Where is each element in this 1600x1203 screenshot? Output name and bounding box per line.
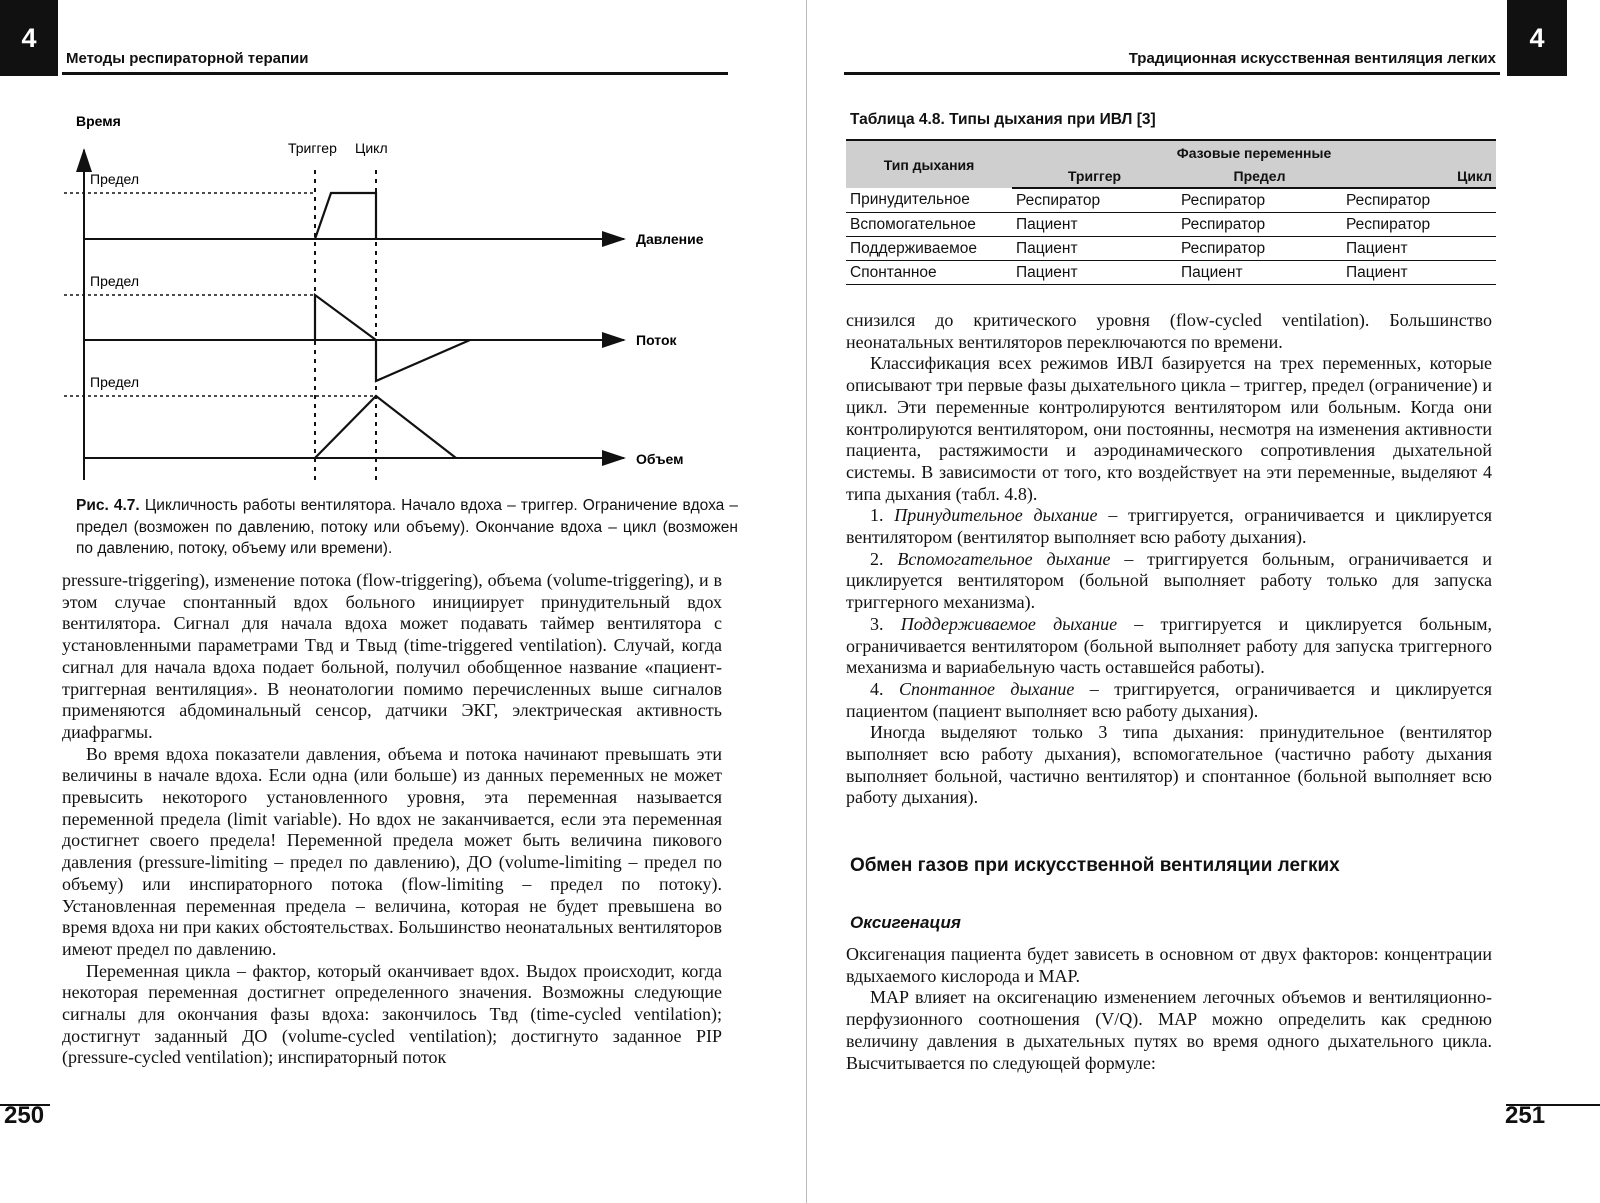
list-term: Спонтанное дыхание (898, 678, 1075, 699)
column-header: Триггер (1012, 164, 1177, 188)
list-number: 3. (870, 613, 901, 634)
list-item (846, 614, 1492, 679)
book-spine (806, 0, 807, 1203)
list-text: – триггируется, ограничивается и циклируется вентилятором (вентилятор выполняет всю работу дыхания). (846, 505, 1493, 548)
paragraph: Переменная цикла – фактор, который оканчивает вдох. Выдох происходит, когда некоторая переменная достигнет определенного значения. Возможны следующие сигналы для окончания фазы вдоха: закончилось Tвд (time-cycled ventilation); достигнут заданный ДО (volume-cycled ventilation); достигнуто заданное PIP (pressure-cycled ventilation); инспираторный поток (62, 960, 722, 1068)
list-number: 2. (870, 548, 898, 569)
cycle-label: Цикл (355, 140, 388, 156)
list-item (846, 679, 1492, 722)
table-cell: Респиратор (1342, 213, 1496, 237)
volume-waveform (315, 396, 456, 458)
flow-label: Поток (636, 332, 677, 348)
table-cell: Пациент (1012, 237, 1177, 261)
left-body-text (62, 570, 722, 1069)
caption-label: Рис. 4.7. (76, 497, 140, 514)
section-heading: Обмен газов при искусственной вентиляции легких (850, 855, 1340, 876)
page-number: 251 (1505, 1102, 1546, 1129)
ventilation-cycle-diagram (58, 108, 758, 493)
paragraph: Иногда выделяют только 3 типа дыхания: принудительное (вентилятор выполняет всю работу дыхания), вспомогательное (частично работу дыхания выполняет больной, частично вентилятор) и спонтанное (больной выполняет всю работу дыхания). (846, 722, 1492, 808)
table-cell: Респиратор (1342, 188, 1496, 213)
list-term: Принудительное дыхание (894, 505, 1098, 526)
running-head: Традиционная искусственная вентиляция легких (1128, 50, 1496, 67)
table-cell: Пациент (1012, 261, 1177, 285)
running-head: Методы респираторной терапии (66, 50, 309, 67)
table-cell: Поддерживаемое (846, 237, 1012, 261)
paragraph: MAP влияет на оксигенацию изменением легочных объемов и вентиляционно-перфузионного соотношения (V/Q). MAP можно определить как среднюю величину давления в дыхательных путях во время одного дыхательного цикла. Высчитывается по следующей формуле: (846, 987, 1492, 1073)
table-cell: Пациент (1342, 261, 1496, 285)
table-row (846, 237, 1496, 261)
chapter-number-box (1507, 0, 1567, 76)
table-row (846, 213, 1496, 237)
paragraph: Классификация всех режимов ИВЛ базируется на трех переменных, которые описывают три первые фазы дыхательного цикла – триггер, предел (ограничение) и цикл. Эти переменные контролируются вентилятором или больным. Когда они контролируются вентилятором, они постоянны, несмотря на изменения активности пациента, растяжимости и аэродинамического сопротивления дыхательной системы. В зависимости от того, кто воздействует на эти переменные, выделяют 4 типа дыхания (табл. 4.8). (846, 353, 1492, 504)
list-text: – триггируется и циклируется больным, ограничивается вентилятором (больной выполняет работу для запуска триггерного механизма и вариабельную часть оставшейся работы). (846, 613, 1493, 678)
figure-caption (76, 495, 738, 560)
table-cell: Респиратор (1177, 213, 1342, 237)
limit-label-volume: Предел (90, 374, 139, 390)
caption-text: Цикличность работы вентилятора. Начало вдоха – триггер. Ограничение вдоха – предел (возможен по давлению, потоку или объему). Окончание вдоха – цикл (возможен по давлению, потоку, объему или времени). (76, 497, 738, 557)
breathing-types-table (846, 139, 1496, 285)
paragraph: снизился до критического уровня (flow-cycled ventilation). Большинство неонатальных вентиляторов переключаются по времени. (846, 310, 1492, 352)
paragraph: Оксигенация пациента будет зависеть в основном от двух факторов: концентрации вдыхаемого кислорода и MAP. (846, 944, 1492, 986)
paragraph: pressure-triggering), изменение потока (flow-triggering), объема (volume-triggering), и в этом случае спонтанный вдох больного инициирует принудительный вдох вентилятора. Сигнал для начала вдоха может подавать таймер вентилятора с установленными параметрами Tвд и Tвыд (time-triggered ventilation). Случай, когда сигнал для начала вдоха подает больной, получил обобщенное название «пациент-триггерная вентиляция». В неонатологии помимо перечисленных выше сигналов применяются абдоминальный сенсор, датчики ЭКГ, электрическая активность диафрагмы. (62, 570, 722, 742)
y-axis-label: Время (76, 113, 121, 129)
list-term: Вспомогательное дыхание (897, 548, 1111, 569)
list-text: – триггируется, ограничивается и циклируется пациентом (пациент выполняет всю работу дыхания). (846, 678, 1492, 721)
table-cell: Принудительное (846, 188, 1012, 213)
oxygenation-text (846, 944, 1492, 1074)
table-row (846, 188, 1496, 213)
table-cell: Респиратор (1012, 188, 1177, 213)
list-number: 1. (870, 505, 895, 526)
volume-label: Объем (636, 451, 684, 467)
list-item (846, 549, 1492, 614)
table-cell: Респиратор (1177, 237, 1342, 261)
limit-label-flow: Предел (90, 273, 139, 289)
right-body-text (846, 310, 1492, 809)
table-cell: Пациент (1342, 237, 1496, 261)
page-number: 250 (4, 1102, 45, 1129)
table-caption: Таблица 4.8. Типы дыхания при ИВЛ [3] (850, 111, 1156, 128)
pressure-waveform (315, 193, 376, 239)
column-header: Цикл (1342, 164, 1496, 188)
flow-waveform (315, 295, 470, 381)
header-type: Тип дыхания (846, 140, 1012, 188)
list-term: Поддерживаемое дыхание (900, 613, 1118, 634)
subsection-heading: Оксигенация (850, 913, 961, 932)
table-cell: Пациент (1177, 261, 1342, 285)
chapter-number: 4 (1529, 22, 1545, 53)
chapter-number: 4 (21, 22, 37, 53)
column-header: Предел (1177, 164, 1342, 188)
chapter-number-box (0, 0, 58, 76)
limit-label-pressure: Предел (90, 171, 139, 187)
table-row (846, 261, 1496, 285)
list-text: – триггируется больным, ограничивается и циклируется вентилятором (больной выполняет работу только для запуска триггерного механизма). (846, 548, 1492, 613)
table-cell: Респиратор (1177, 188, 1342, 213)
pressure-label: Давление (636, 231, 704, 247)
trigger-label: Триггер (288, 140, 337, 156)
paragraph: Во время вдоха показатели давления, объема и потока начинают превышать эти величины в начале вдоха. Если одна (или больше) из данных переменных не может превысить некоторого установленного уровня, эта переменная называется переменной предела (limit variable). Но вдох не заканчивается, если эта переменная достигнет своего предела! Переменной предела может быть величина пикового давления (pressure-limiting – предел по давлению), ДО (volume-limiting – предел по объему) или инспираторного потока (flow-limiting – предел по потоку). Установленная переменная предела – величина, которая не будет превышена во время вдоха ни при каких обстоятельствах. Большинство неонатальных вентиляторов имеют предел по давлению. (62, 743, 722, 959)
figure-4-7 (58, 108, 758, 493)
table-cell: Вспомогательное (846, 213, 1012, 237)
header-phase-variables: Фазовые переменные (1012, 140, 1496, 164)
list-number: 4. (870, 678, 899, 699)
header-rule (844, 72, 1500, 75)
table-cell: Спонтанное (846, 261, 1012, 285)
list-item (846, 505, 1492, 548)
header-rule (62, 72, 728, 75)
table-cell: Пациент (1012, 213, 1177, 237)
